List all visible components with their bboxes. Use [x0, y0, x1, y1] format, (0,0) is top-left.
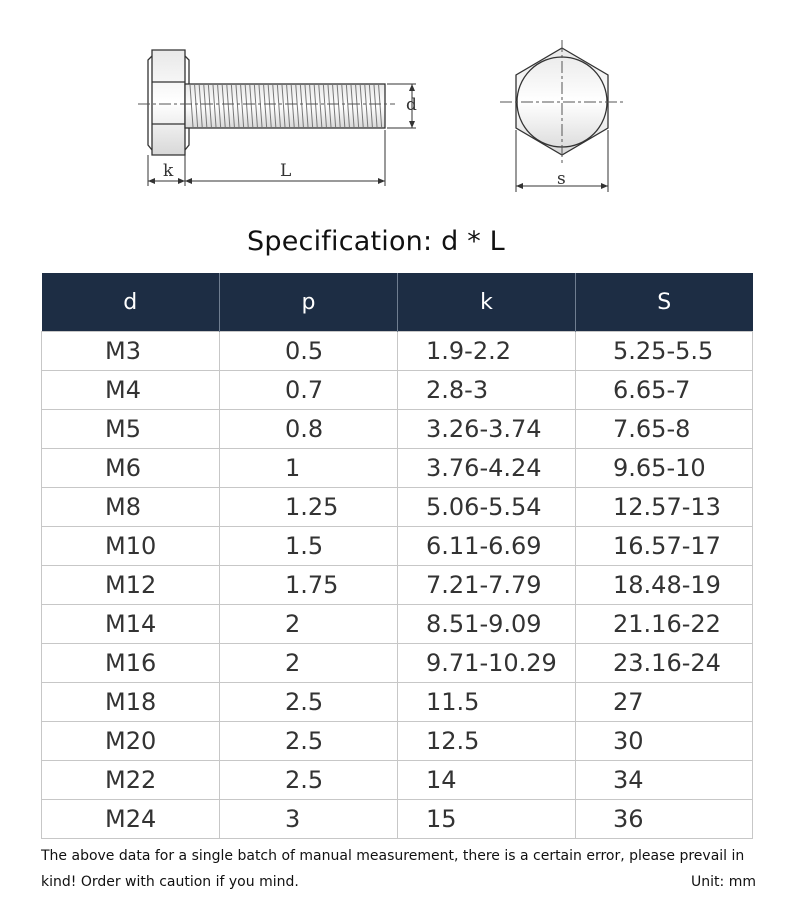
- table-cell-k: 15: [398, 800, 576, 839]
- table-cell-k: 5.06-5.54: [398, 488, 576, 527]
- table-cell-k: 3.76-4.24: [398, 449, 576, 488]
- table-cell-k: 12.5: [398, 722, 576, 761]
- table-cell-p: 3: [220, 800, 398, 839]
- table-cell-p: 1: [220, 449, 398, 488]
- table-row: [42, 332, 753, 371]
- table-header-row: [42, 273, 753, 332]
- table-cell-p: 2.5: [220, 722, 398, 761]
- table-cell-k: 3.26-3.74: [398, 410, 576, 449]
- table-row: [42, 488, 753, 527]
- table-cell-p: 0.5: [220, 332, 398, 371]
- table-body: [42, 332, 753, 839]
- table-cell-p: 1.75: [220, 566, 398, 605]
- table-cell-s: 21.16-22: [576, 605, 753, 644]
- table-row: [42, 410, 753, 449]
- header-s: S: [576, 273, 753, 332]
- bolt-side-view: [138, 50, 416, 186]
- table-cell-d: M14: [42, 605, 220, 644]
- table-cell-s: 16.57-17: [576, 527, 753, 566]
- hex-bolt-diagram: [0, 0, 790, 215]
- table-cell-s: 12.57-13: [576, 488, 753, 527]
- table-cell-p: 1.5: [220, 527, 398, 566]
- table-cell-s: 34: [576, 761, 753, 800]
- table-cell-s: 36: [576, 800, 753, 839]
- header-d: d: [42, 273, 220, 332]
- table-cell-k: 1.9-2.2: [398, 332, 576, 371]
- table-cell-d: M16: [42, 644, 220, 683]
- disclaimer-note: [41, 843, 757, 895]
- table-cell-k: 6.11-6.69: [398, 527, 576, 566]
- table-row: [42, 644, 753, 683]
- table-cell-k: 14: [398, 761, 576, 800]
- dim-k-label: k: [163, 161, 174, 181]
- table-cell-d: M22: [42, 761, 220, 800]
- header-k: k: [398, 273, 576, 332]
- table-cell-s: 5.25-5.5: [576, 332, 753, 371]
- table-cell-p: 2.5: [220, 761, 398, 800]
- spec-table: [41, 273, 753, 839]
- table-cell-s: 7.65-8: [576, 410, 753, 449]
- table-cell-d: M24: [42, 800, 220, 839]
- table-cell-d: M6: [42, 449, 220, 488]
- table-cell-d: M5: [42, 410, 220, 449]
- table-row: [42, 449, 753, 488]
- table-cell-s: 9.65-10: [576, 449, 753, 488]
- table-row: [42, 800, 753, 839]
- table-row: [42, 761, 753, 800]
- unit-label: Unit: mm: [691, 874, 756, 890]
- table-cell-s: 30: [576, 722, 753, 761]
- table-cell-d: M10: [42, 527, 220, 566]
- table-cell-s: 27: [576, 683, 753, 722]
- table-row: [42, 527, 753, 566]
- table-cell-k: 7.21-7.79: [398, 566, 576, 605]
- page-title: Specification: d * L: [247, 226, 505, 257]
- table-row: [42, 722, 753, 761]
- table-cell-k: 2.8-3: [398, 371, 576, 410]
- table-row: [42, 683, 753, 722]
- dim-s-label: s: [557, 169, 566, 189]
- table-cell-d: M8: [42, 488, 220, 527]
- table-cell-k: 11.5: [398, 683, 576, 722]
- table-cell-d: M18: [42, 683, 220, 722]
- table-cell-p: 0.7: [220, 371, 398, 410]
- table-cell-k: 9.71-10.29: [398, 644, 576, 683]
- table-cell-s: 6.65-7: [576, 371, 753, 410]
- table-cell-s: 23.16-24: [576, 644, 753, 683]
- table-row: [42, 371, 753, 410]
- table-row: [42, 566, 753, 605]
- table-cell-p: 2: [220, 644, 398, 683]
- table-cell-p: 2.5: [220, 683, 398, 722]
- table-cell-d: M20: [42, 722, 220, 761]
- dim-L-label: L: [280, 161, 292, 181]
- table-cell-d: M4: [42, 371, 220, 410]
- table-cell-p: 0.8: [220, 410, 398, 449]
- table-cell-s: 18.48-19: [576, 566, 753, 605]
- table-cell-d: M12: [42, 566, 220, 605]
- table-cell-p: 1.25: [220, 488, 398, 527]
- table-cell-d: M3: [42, 332, 220, 371]
- header-p: p: [220, 273, 398, 332]
- disclaimer-text: The above data for a single batch of manual measurement, there is a certain error, please prevail in kind! Order with caution if you mind.: [41, 848, 745, 890]
- table-cell-p: 2: [220, 605, 398, 644]
- dim-d-label: d: [406, 95, 417, 115]
- table-cell-k: 8.51-9.09: [398, 605, 576, 644]
- table-row: [42, 605, 753, 644]
